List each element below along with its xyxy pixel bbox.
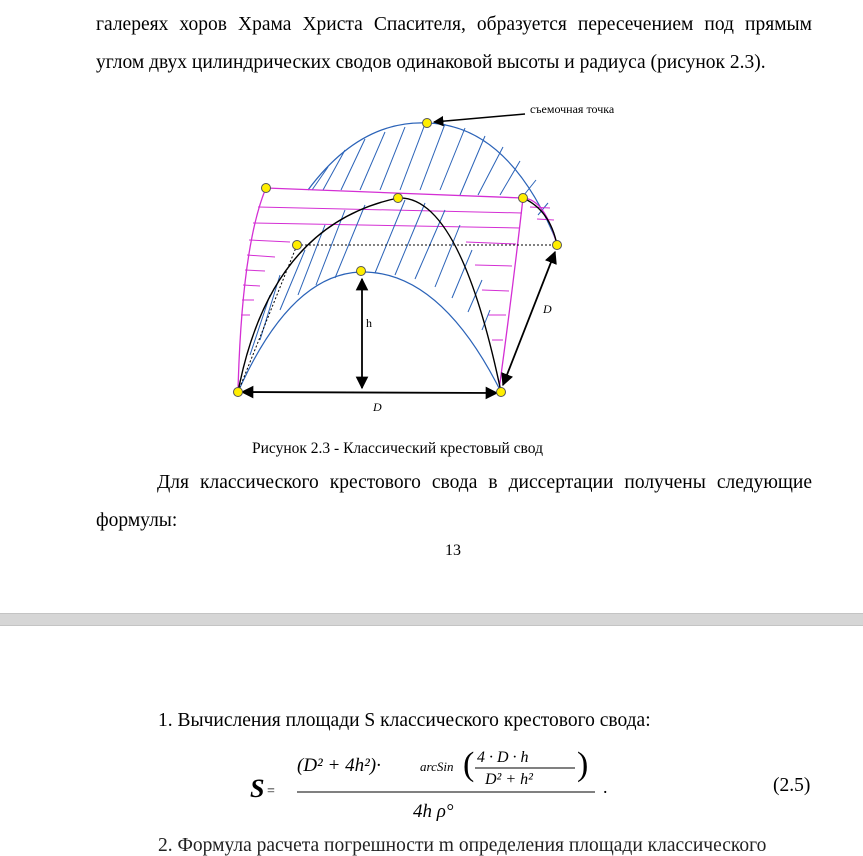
formula-function: arcSin bbox=[420, 759, 454, 774]
list-item: 2. Формула расчета погрешности m определения площади классического bbox=[158, 835, 767, 856]
list-item: 1. Вычисления площади S классического крестового свода: bbox=[158, 710, 651, 731]
survey-point bbox=[553, 241, 562, 250]
dimension-arrows bbox=[242, 114, 555, 393]
survey-point bbox=[357, 267, 366, 276]
survey-point bbox=[519, 194, 528, 203]
equation-number: (2.5) bbox=[773, 775, 811, 796]
body-text-line: Для классического крестового свода в диссертации получены следующие bbox=[157, 472, 812, 493]
height-label: h bbox=[366, 316, 372, 330]
formula-numerator-left: (D² + 4h²)· bbox=[297, 755, 381, 776]
figure-caption: Рисунок 2.3 - Классический крестовый свод bbox=[252, 440, 543, 457]
diameter-label-side: D bbox=[543, 302, 552, 316]
survey-point bbox=[262, 184, 271, 193]
paren-open: ( bbox=[463, 746, 475, 783]
survey-point-top bbox=[423, 119, 432, 128]
cross-vault-figure bbox=[220, 95, 660, 425]
survey-point bbox=[497, 388, 506, 397]
formula-inner-numerator: 4 · D · h bbox=[477, 749, 529, 766]
formula-inner-denominator: D² + h² bbox=[485, 771, 533, 788]
body-text-line: углом двух цилиндрических сводов одинаковой высоты и радиуса (рисунок 2.3). bbox=[96, 52, 766, 73]
survey-points bbox=[234, 119, 562, 397]
page-separator bbox=[0, 613, 863, 626]
survey-point-label: съемочная точка bbox=[530, 102, 615, 116]
formula-denominator: 4h ρ° bbox=[413, 801, 454, 822]
body-text-line: формулы: bbox=[96, 510, 178, 531]
area-formula bbox=[245, 745, 625, 825]
survey-point bbox=[234, 388, 243, 397]
body-text-line: галереях хоров Храма Христа Спасителя, образуется пересечением под прямым bbox=[96, 14, 812, 35]
paren-close: ) bbox=[577, 746, 589, 783]
page-number: 13 bbox=[445, 542, 461, 559]
survey-point bbox=[293, 241, 302, 250]
formula-lhs: S bbox=[250, 774, 265, 803]
equals-sign: = bbox=[267, 784, 275, 799]
formula-period: . bbox=[603, 777, 608, 797]
blue-front-vault bbox=[238, 200, 501, 392]
survey-point bbox=[394, 194, 403, 203]
diameter-label-bottom: D bbox=[373, 400, 382, 414]
